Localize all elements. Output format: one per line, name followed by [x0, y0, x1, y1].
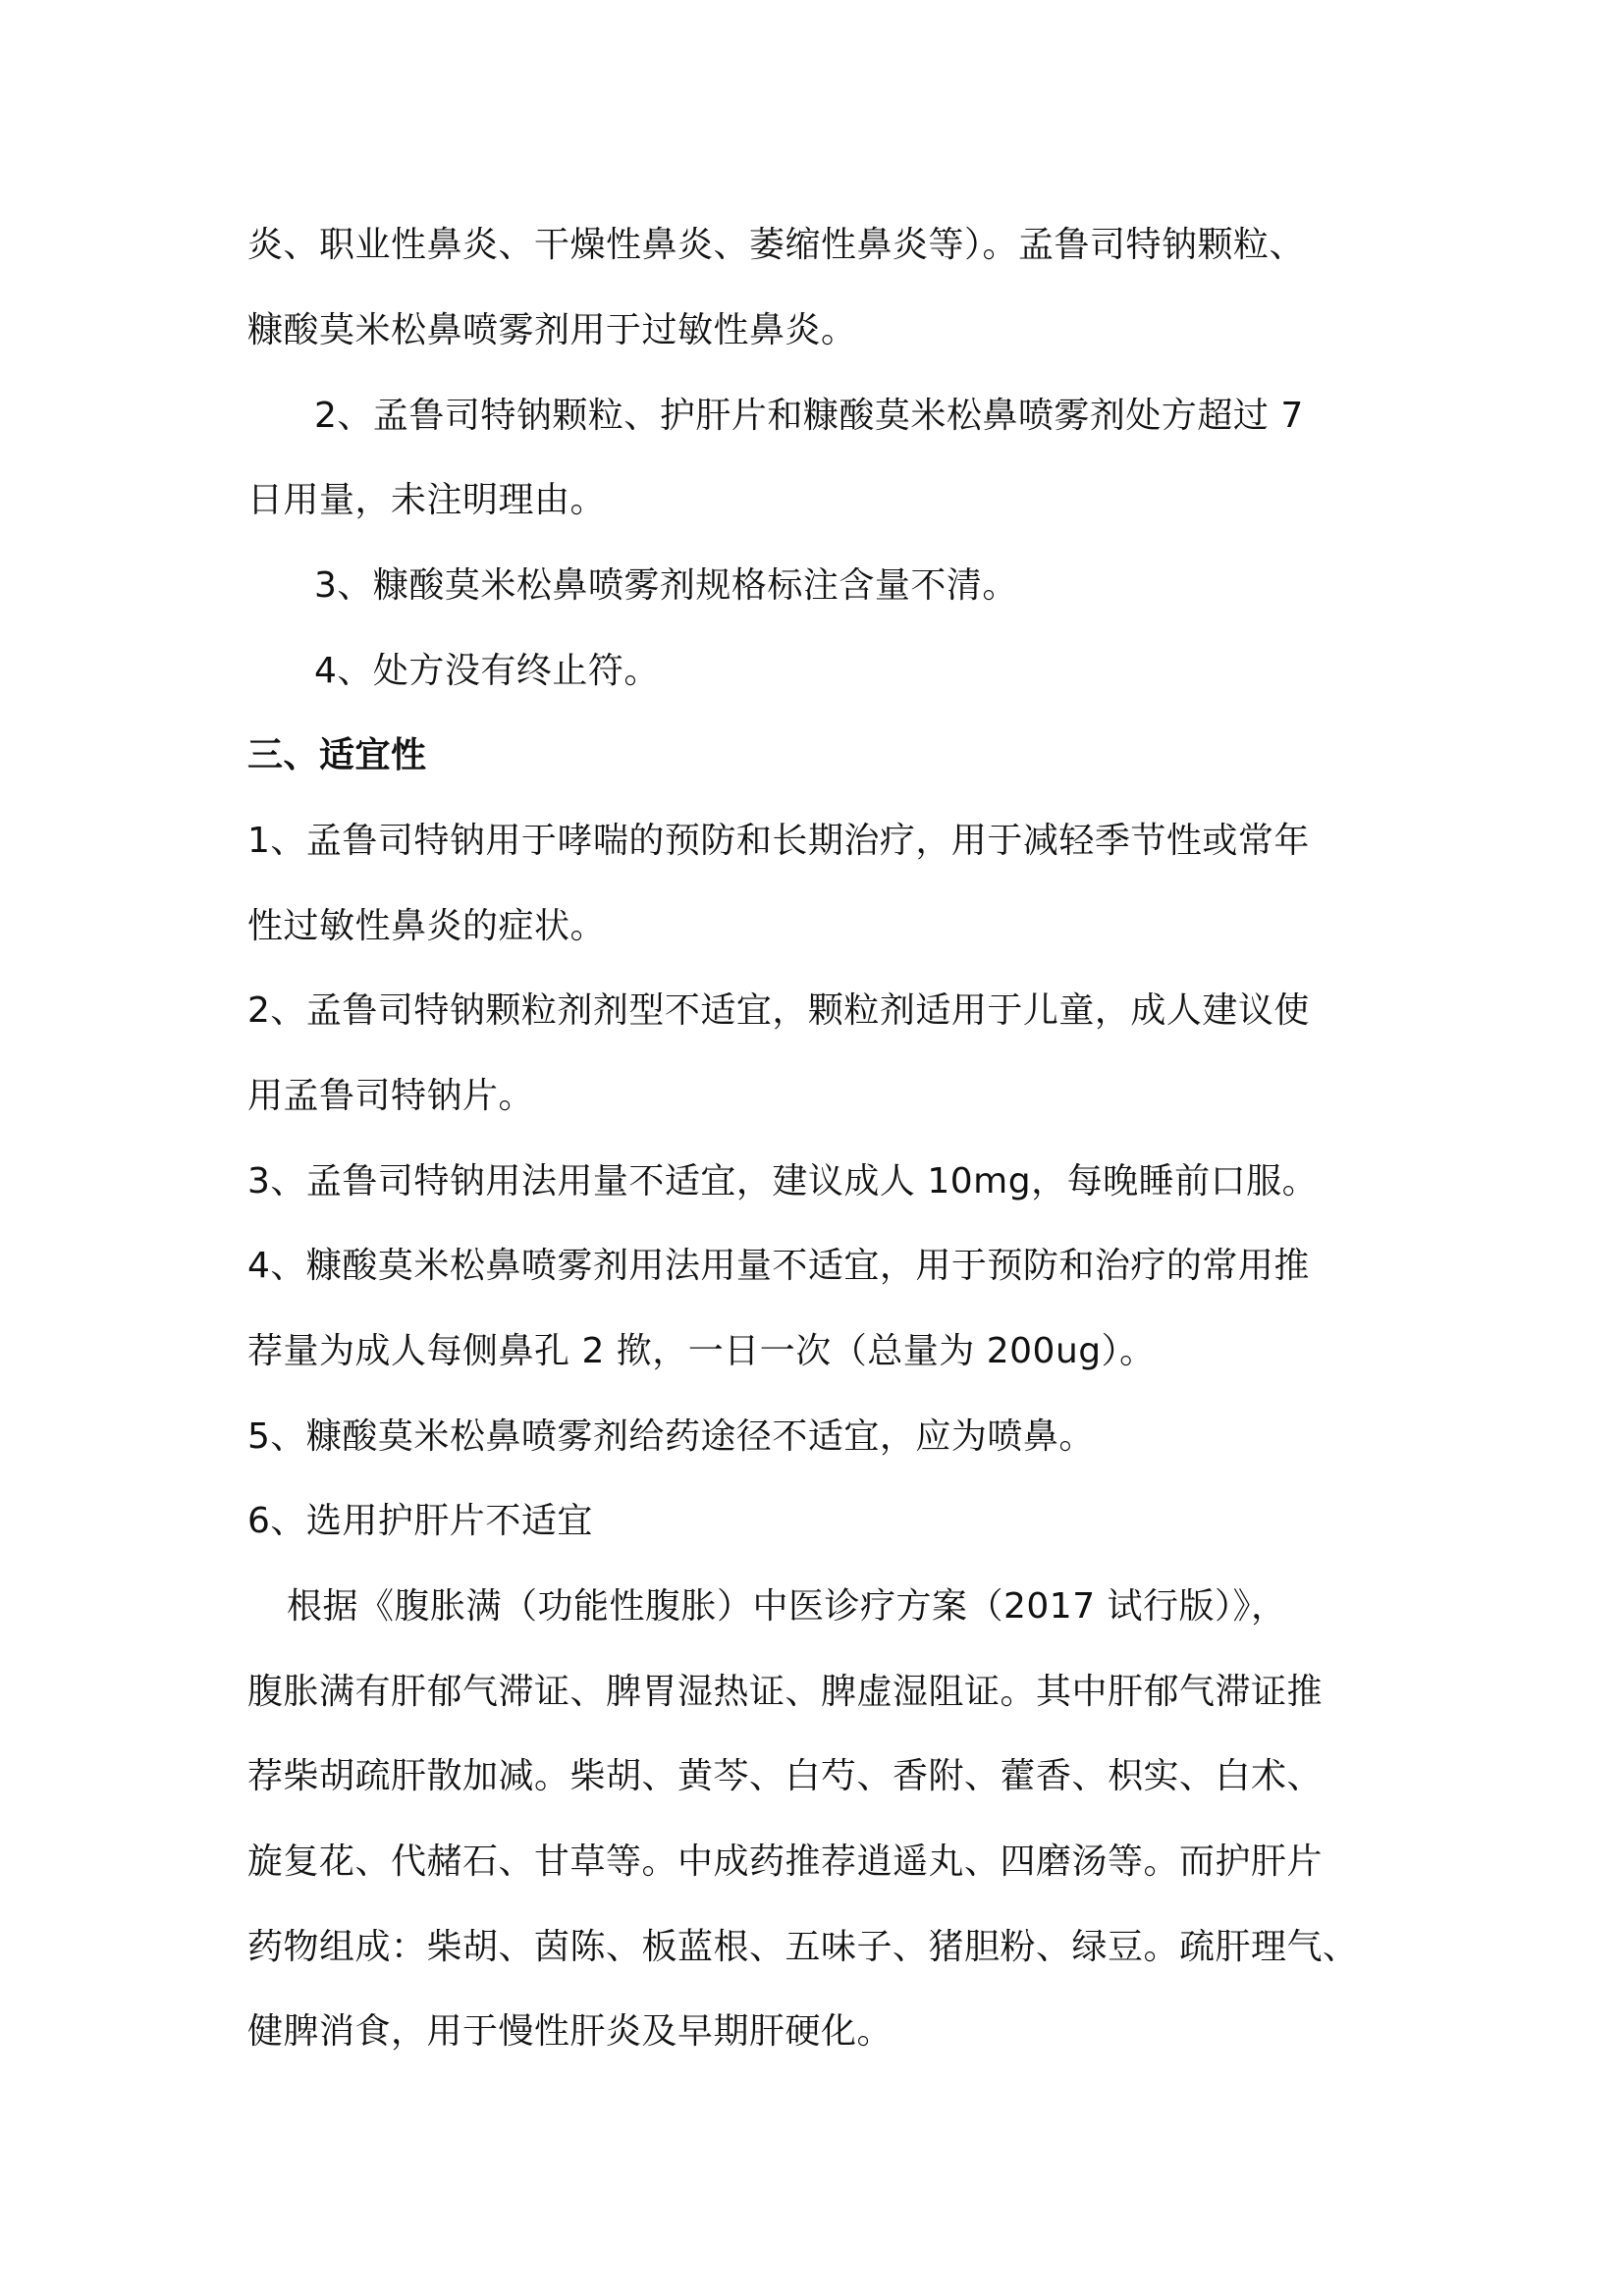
list-item-4: 4、处方没有终止符。 [314, 651, 660, 691]
list-item-6: 6、选用护肝片不适宜 [247, 1501, 593, 1541]
paragraph-line: 根据《腹胀满（功能性腹胀）中医诊疗方案（2017 试行版）》， [287, 1586, 1287, 1627]
paragraph-line: 糠酸莫米松鼻喷雾剂用于过敏性鼻炎。 [247, 310, 857, 350]
paragraph-line: 腹胀满有肝郁气滞证、脾胃湿热证、脾虚湿阻证。其中肝郁气滞证推 [247, 1672, 1324, 1712]
paragraph-line: 荐量为成人每侧鼻孔 2 揿，一日一次（总量为 200ug）。 [247, 1331, 1156, 1371]
list-item-3: 3、孟鲁司特钠用法用量不适宜，建议成人 10mg，每晚睡前口服。 [247, 1161, 1319, 1201]
list-item-5: 5、糠酸莫米松鼻喷雾剂给药途径不适宜，应为喷鼻。 [247, 1416, 1095, 1457]
list-item-2: 2、孟鲁司特钠颗粒剂剂型不适宜，颗粒剂适用于儿童，成人建议使 [247, 990, 1310, 1031]
list-item-4: 4、糠酸莫米松鼻喷雾剂用法用量不适宜，用于预防和治疗的常用推 [247, 1246, 1310, 1286]
section-heading: 三、适宜性 [247, 735, 427, 775]
paragraph-line: 荐柴胡疏肝散加减。柴胡、黄芩、白芍、香附、藿香、枳实、白术、 [247, 1756, 1324, 1796]
paragraph-line: 用孟鲁司特钠片。 [247, 1076, 535, 1116]
list-item-2: 2、孟鲁司特钠颗粒、护肝片和糠酸莫米松鼻喷雾剂处方超过 7 [314, 396, 1304, 436]
paragraph-line: 旋复花、代赭石、甘草等。中成药推荐逍遥丸、四磨汤等。而护肝片 [247, 1842, 1324, 1882]
paragraph-line: 性过敏性鼻炎的症状。 [247, 906, 607, 946]
paragraph-line: 炎、职业性鼻炎、干燥性鼻炎、萎缩性鼻炎等）。孟鲁司特钠颗粒、 [247, 225, 1306, 265]
paragraph-line: 药物组成：柴胡、茵陈、板蓝根、五味子、猪胆粉、绿豆。疏肝理气、 [247, 1927, 1359, 1967]
list-item-3: 3、糠酸莫米松鼻喷雾剂规格标注含量不清。 [314, 565, 1018, 606]
paragraph-line: 日用量，未注明理由。 [247, 480, 607, 520]
paragraph-line: 健脾消食，用于慢性肝炎及早期肝硬化。 [247, 2011, 893, 2052]
list-item-1: 1、孟鲁司特钠用于哮喘的预防和长期治疗，用于减轻季节性或常年 [247, 821, 1310, 861]
